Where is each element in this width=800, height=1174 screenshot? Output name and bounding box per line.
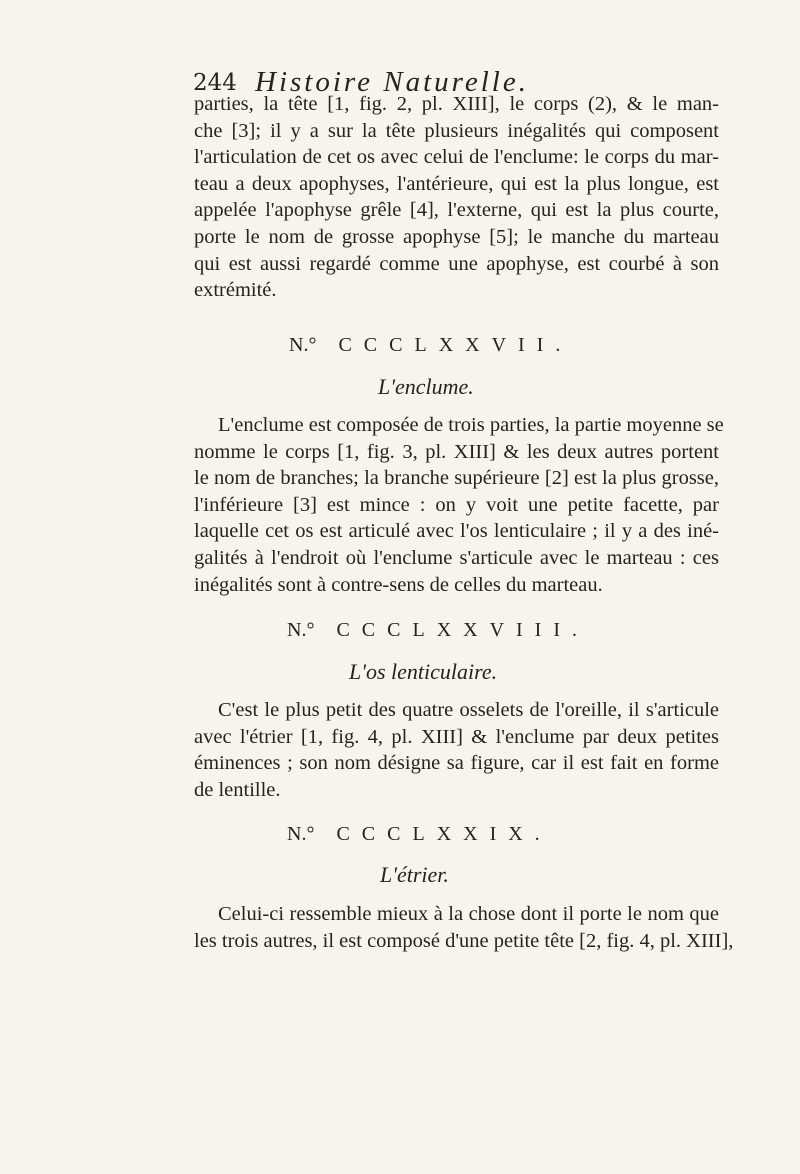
page-number: 244 <box>193 70 237 96</box>
section-number-roman: CCCLXXVII. <box>338 334 573 356</box>
text-line: l'inférieure [3] est mince : on y voit une petite facette, par <box>194 493 719 516</box>
paragraph-2 <box>194 412 724 598</box>
text-line: qui est aussi regardé comme une apophyse, est courbé à son <box>194 252 719 275</box>
text-line: Celui-ci ressemble mieux à la chose dont il porte le nom que <box>218 903 719 925</box>
text-line: extrémité. <box>194 279 277 302</box>
text-line: avec l'étrier [1, fig. 4, pl. XIII] & l'enclume par deux petites <box>194 725 719 748</box>
section-number <box>287 619 589 642</box>
section-title: L'os lenticulaire. <box>349 659 498 684</box>
text-line: les trois autres, il est composé d'une petite tête [2, fig. 4, pl. XIII], <box>194 929 734 952</box>
text-line: inégalités sont à contre-sens de celles du marteau. <box>194 573 603 596</box>
section-number-prefix: N.° <box>287 619 315 641</box>
text-line: nomme le corps [1, fig. 3, pl. XIII] & les deux autres portent <box>194 440 719 463</box>
section-number <box>289 334 572 357</box>
section-title: L'étrier. <box>380 862 449 887</box>
section-number <box>287 823 552 846</box>
section-number-prefix: N.° <box>287 823 315 845</box>
text-line: C'est le plus petit des quatre osselets de l'oreille, il s'articule <box>218 699 719 721</box>
text-line: galités à l'endroit où l'enclume s'articule avec le marteau : ces <box>194 546 719 569</box>
text-line: appelée l'apophyse grêle [4], l'externe, qui est la plus courte, <box>194 199 719 222</box>
paragraph-4 <box>194 901 734 954</box>
text-line: porte le nom de grosse apophyse [5]; le manche du marteau <box>194 225 719 248</box>
section-number-roman: CCCLXXVIII. <box>336 619 589 641</box>
text-line: parties, la tête [1, fig. 2, pl. XIII], le corps (2), & le man- <box>194 93 719 115</box>
text-line: che [3]; il y a sur la tête plusieurs inégalités qui composent <box>194 119 719 142</box>
text-line: le nom de branches; la branche supérieure [2] est la plus grosse, <box>194 467 719 490</box>
text-line: L'enclume est composée de trois parties, la partie moyenne se <box>218 414 724 436</box>
section-title: L'enclume. <box>378 374 474 399</box>
paragraph-1 <box>194 91 719 304</box>
section-number-roman: CCCLXXIX. <box>336 823 552 845</box>
text-line: l'articulation de cet os avec celui de l'enclume: le corps du mar- <box>194 146 719 169</box>
section-number-prefix: N.° <box>289 334 317 356</box>
paragraph-3 <box>194 697 719 803</box>
text-line: de lentille. <box>194 778 281 801</box>
text-line: teau a deux apophyses, l'antérieure, qui est la plus longue, est <box>194 172 719 195</box>
text-line: laquelle cet os est articulé avec l'os lenticulaire ; il y a des iné- <box>194 520 719 543</box>
running-title: Histoire Naturelle. <box>255 66 529 98</box>
text-line: éminences ; son nom désigne sa figure, car il est fait en forme <box>194 752 719 775</box>
